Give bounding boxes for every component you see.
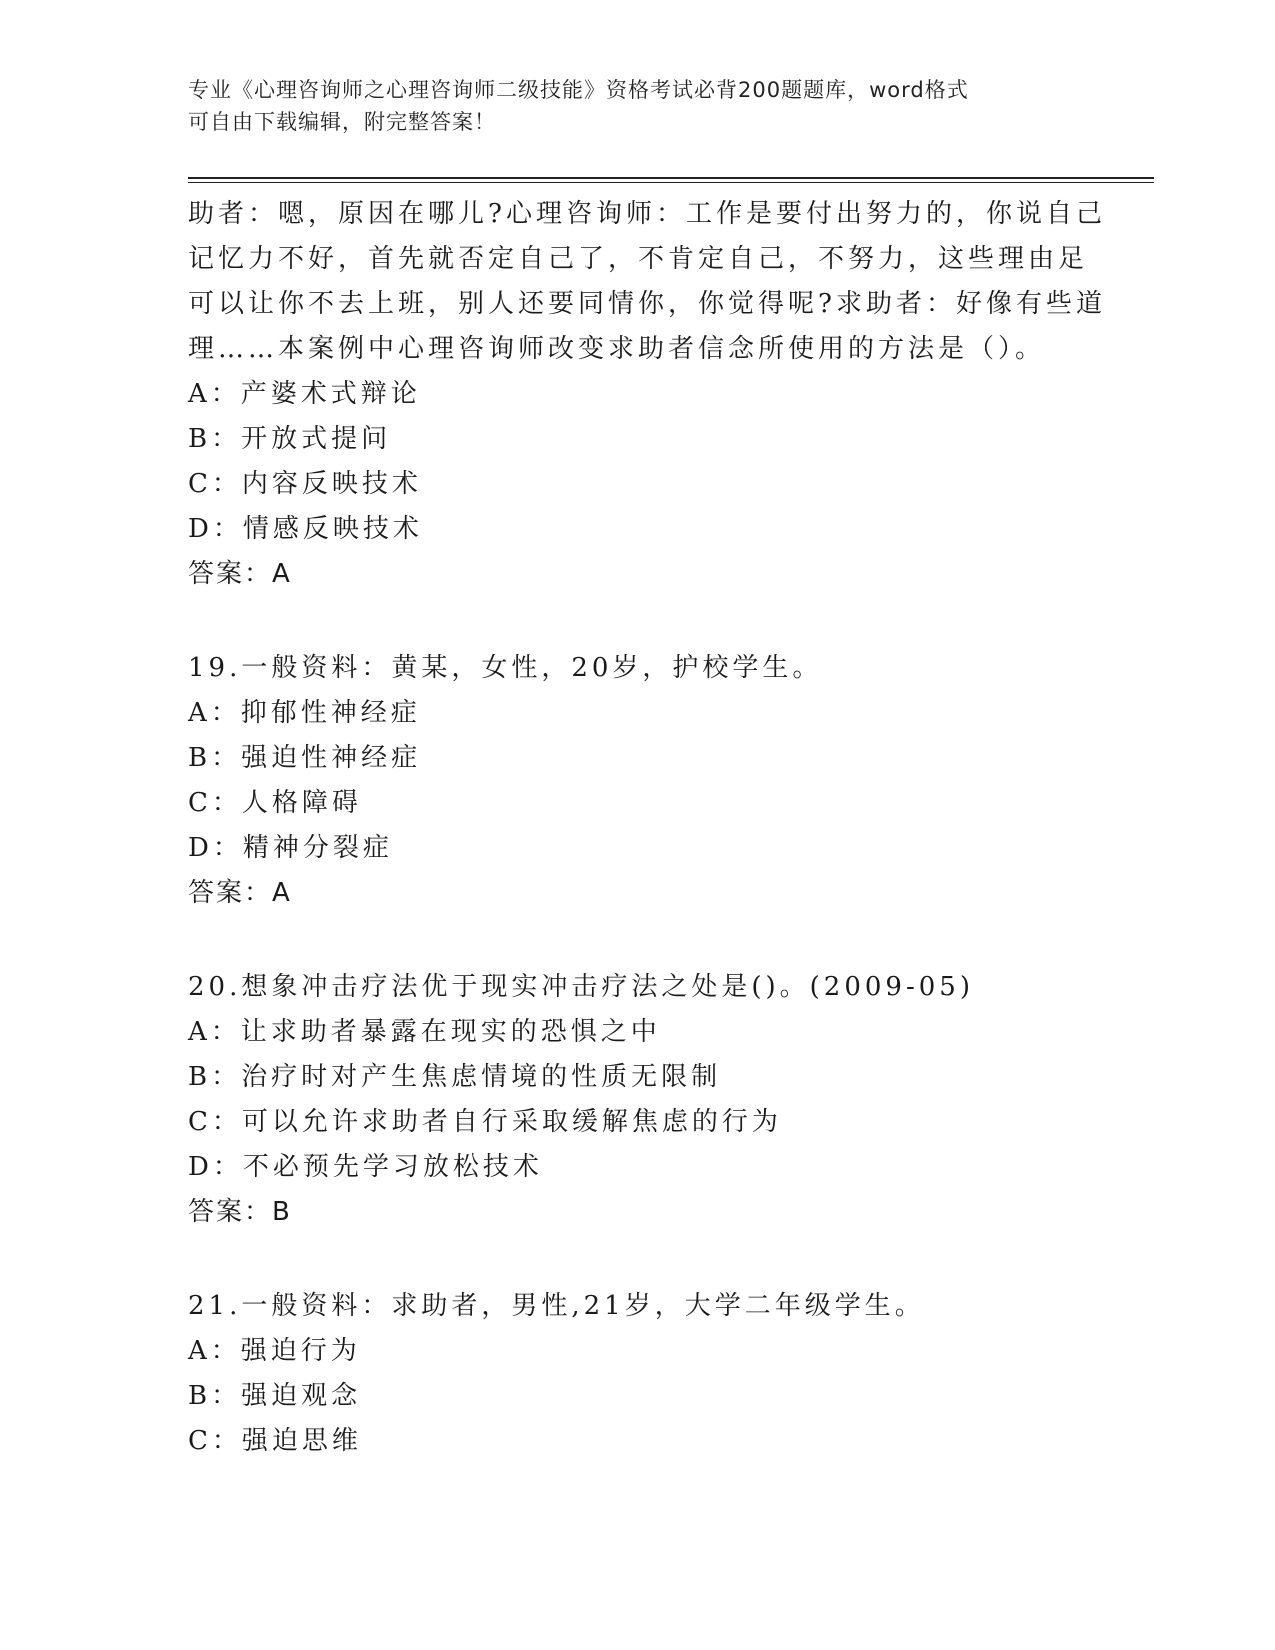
question-stem-line: 可以让你不去上班，别人还要同情你，你觉得呢?求助者：好像有些道 [188, 289, 1106, 319]
option-c: C：强迫思维 [188, 1426, 362, 1456]
question-stem-line: 助者：嗯，原因在哪儿?心理咨询师：工作是要付出努力的，你说自己 [188, 199, 1106, 229]
spacer [188, 597, 1088, 646]
option-b: B：强迫性神经症 [188, 743, 422, 773]
question-stem: 20.想象冲击疗法优于现实冲击疗法之处是()。(2009-05) [188, 972, 974, 1002]
option-d: D：不必预先学习放松技术 [188, 1152, 543, 1182]
option-c: C：人格障碍 [188, 788, 362, 818]
option-c: C：内容反映技术 [188, 469, 422, 499]
spacer [188, 916, 1088, 965]
answer-line: 答案：A [188, 559, 292, 589]
question-stem-line: 理……本案例中心理咨询师改变求助者信念所使用的方法是（）。 [188, 334, 1046, 364]
question-content [188, 192, 1106, 1464]
answer-line: 答案：B [188, 1197, 292, 1227]
option-d: D：情感反映技术 [188, 514, 423, 544]
option-a: A：产婆术式辩论 [188, 379, 421, 409]
option-a: A：强迫行为 [188, 1336, 361, 1366]
option-a: A：抑郁性神经症 [188, 698, 421, 728]
question-stem-line: 记忆力不好，首先就否定自己了，不肯定自己，不努力，这些理由足 [188, 244, 1089, 274]
question-stem: 21.一般资料：求助者，男性,21岁，大学二年级学生。 [188, 1291, 925, 1321]
option-a: A：让求助者暴露在现实的恐惧之中 [188, 1017, 661, 1047]
header-line-2: 可自由下载编辑，附完整答案！ [188, 110, 496, 134]
question-block-20 [188, 965, 1088, 1235]
option-b: B：治疗时对产生焦虑情境的性质无限制 [188, 1062, 722, 1092]
option-b: B：强迫观念 [188, 1381, 362, 1411]
spacer [188, 1235, 1088, 1284]
option-c: C：可以允许求助者自行采取缓解焦虑的行为 [188, 1107, 782, 1137]
document-header [188, 74, 1088, 138]
answer-line: 答案：A [188, 878, 292, 908]
question-block-18 [188, 192, 1106, 597]
option-d: D：精神分裂症 [188, 833, 393, 863]
header-divider-thin [188, 182, 1154, 183]
question-block-19 [188, 646, 1088, 916]
question-stem: 19.一般资料：黄某，女性，20岁，护校学生。 [188, 653, 823, 683]
option-b: B：开放式提问 [188, 424, 392, 454]
question-block-21 [188, 1284, 1088, 1464]
header-line-1: 专业《心理咨询师之心理咨询师二级技能》资格考试必背200题题库，word格式 [188, 78, 969, 102]
header-divider-thick [188, 177, 1154, 179]
